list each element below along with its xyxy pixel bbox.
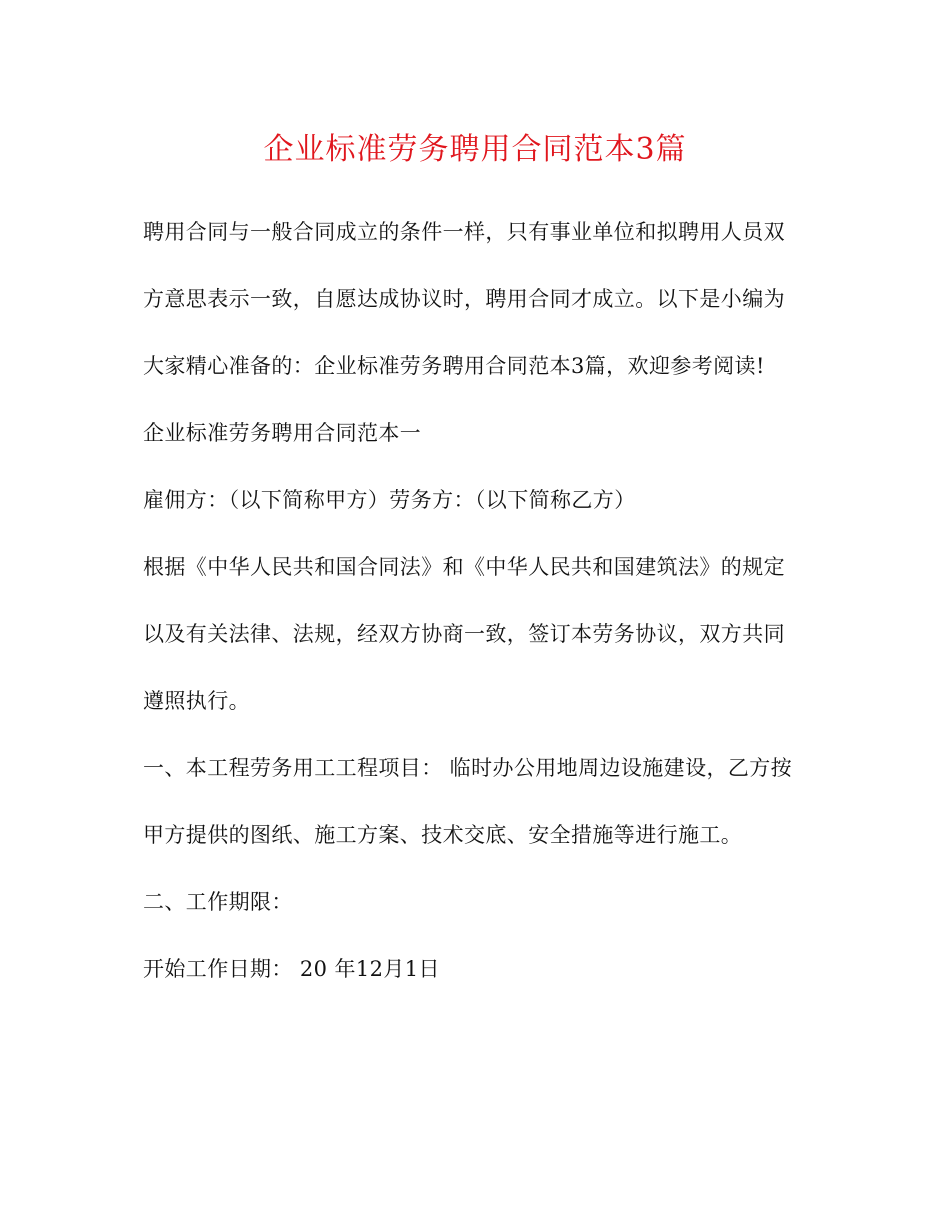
clause-two-heading: 二、工作期限： — [143, 890, 293, 914]
section-heading-contract-one: 企业标准劳务聘用合同范本一 — [143, 421, 422, 445]
body-line-1: 聘用合同与一般合同成立的条件一样，只有事业单位和拟聘用人员双 — [143, 220, 785, 244]
clause-one-line-1: 一、本工程劳务用工工程项目： 临时办公用地周边设施建设，乙方按 — [143, 756, 793, 780]
body-line-8: 遵照执行。 — [143, 689, 250, 713]
document-title: 企业标准劳务聘用合同范本3篇 — [263, 132, 687, 167]
document-body — [143, 208, 823, 1012]
body-line-2: 方意思表示一致，自愿达成协议时，聘用合同才成立。以下是小编为 — [143, 287, 785, 311]
clause-one-line-2: 甲方提供的图纸、施工方案、技术交底、安全措施等进行施工。 — [143, 823, 743, 847]
body-line-6: 根据《中华人民共和国合同法》和《中华人民共和国建筑法》的规定 — [143, 555, 785, 579]
start-date-line: 开始工作日期： 20 年12月1日 — [143, 957, 440, 981]
body-line-3: 大家精心准备的：企业标准劳务聘用合同范本3篇，欢迎参考阅读! — [143, 354, 765, 378]
parties-line: 雇佣方：（以下简称甲方）劳务方：（以下简称乙方） — [143, 488, 636, 512]
body-line-7: 以及有关法律、法规，经双方协商一致，签订本劳务协议，双方共同 — [143, 622, 785, 646]
